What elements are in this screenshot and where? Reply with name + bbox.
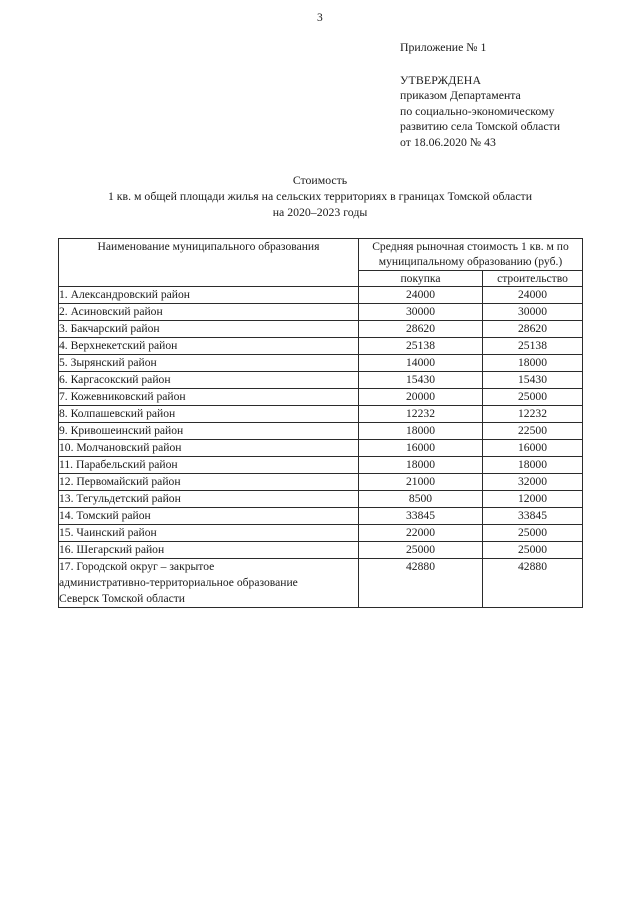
table-row [59,439,583,456]
cell-municipality-name [59,422,359,439]
cell-price-build: 24000 [483,286,583,303]
cell-price-build: 33845 [483,507,583,524]
cell-price-build: 32000 [483,473,583,490]
price-group-line-2: муниципальному образованию (руб.) [378,255,563,269]
table-row [59,354,583,371]
cell-municipality-name [59,558,359,607]
table-row [59,320,583,337]
table-row [59,371,583,388]
cell-price-build: 12000 [483,490,583,507]
municipality-name-line: 3. Бакчарский район [59,321,160,335]
page-number: 3 [317,12,323,24]
municipality-name-line: 13. Тегульдетский район [59,491,181,505]
municipality-name-line: 16. Шегарский район [59,542,165,556]
cell-price-buy: 25000 [359,541,483,558]
approved-word: УТВЕРЖДЕНА [400,72,482,87]
approval-line-1: приказом Департамента [400,88,521,103]
table-row [59,303,583,320]
cell-price-buy: 8500 [359,490,483,507]
cell-municipality-name [59,303,359,320]
cell-price-buy: 24000 [359,286,483,303]
price-group-line-1: Средняя рыночная стоимость 1 кв. м по [372,240,569,253]
table-row [59,541,583,558]
cell-municipality-name [59,371,359,388]
table-row [59,337,583,354]
cell-municipality-name [59,541,359,558]
cell-municipality-name [59,388,359,405]
cell-municipality-name [59,337,359,354]
cell-price-build: 18000 [483,354,583,371]
column-header-buy: покупка [359,270,483,286]
cell-price-buy: 20000 [359,388,483,405]
table-row [59,507,583,524]
table-row [59,473,583,490]
cell-price-buy: 42880 [359,558,483,607]
cell-price-build: 25000 [483,524,583,541]
cell-price-build: 15430 [483,371,583,388]
cell-municipality-name [59,490,359,507]
document-title [20,172,620,221]
municipality-name-line: 7. Кожевниковский район [59,389,186,403]
municipality-name-line: Северск Томской области [59,591,186,605]
cell-price-build: 12232 [483,405,583,422]
cell-price-build: 42880 [483,558,583,607]
municipality-name-line: 8. Колпашевский район [59,406,176,420]
municipality-name-line: 15. Чаинский район [59,525,157,539]
cost-table [58,238,583,608]
municipality-name-line: 6. Каргасокский район [59,372,171,386]
cell-price-buy: 28620 [359,320,483,337]
municipality-name-line: 2. Асиновский район [59,304,163,318]
municipality-name-line: 10. Молчановский район [59,440,182,454]
municipality-name-line: 11. Парабельский район [59,457,178,471]
table-header-row-group [59,239,583,271]
cell-price-buy: 14000 [359,354,483,371]
cell-price-buy: 16000 [359,439,483,456]
cell-municipality-name [59,524,359,541]
cell-municipality-name [59,405,359,422]
cell-price-buy: 25138 [359,337,483,354]
table-row [59,286,583,303]
municipality-name-line: 4. Верхнекетский район [59,338,178,352]
cell-price-buy: 21000 [359,473,483,490]
cell-price-build: 18000 [483,456,583,473]
cell-price-build: 30000 [483,303,583,320]
table-row [59,490,583,507]
cell-municipality-name [59,439,359,456]
title-line-3: на 2020–2023 годы [272,205,368,220]
appendix-label: Приложение № 1 [400,40,487,54]
cell-price-build: 25000 [483,541,583,558]
municipality-name-line: 17. Городской округ – закрытое [59,559,215,573]
cell-price-buy: 18000 [359,456,483,473]
municipality-name-line: 14. Томский район [59,508,151,522]
cell-price-buy: 22000 [359,524,483,541]
table-row [59,558,583,607]
table-row [59,388,583,405]
cell-price-buy: 30000 [359,303,483,320]
approval-line-3: развитию села Томской области [400,119,561,134]
municipality-name-line: 1. Александровский район [59,287,191,301]
cell-price-build: 28620 [483,320,583,337]
cell-municipality-name [59,473,359,490]
cell-price-build: 25138 [483,337,583,354]
cell-municipality-name [59,456,359,473]
approval-block [400,40,620,151]
approval-line-4: от 18.06.2020 № 43 [400,134,496,149]
column-header-name: Наименование муниципального образования [59,239,359,287]
column-header-price-group [359,239,583,271]
table-row [59,456,583,473]
cell-price-build: 22500 [483,422,583,439]
title-line-2: 1 кв. м общей площади жилья на сельских территориях в границах Томской области [107,189,533,204]
table-head [59,239,583,287]
cell-municipality-name [59,354,359,371]
table-row [59,524,583,541]
approval-line-2: по социально-экономическому [400,103,555,118]
table-body [59,286,583,607]
cell-municipality-name [59,320,359,337]
cell-price-build: 25000 [483,388,583,405]
cell-price-build: 16000 [483,439,583,456]
cell-municipality-name [59,507,359,524]
table-row [59,422,583,439]
table-row [59,405,583,422]
title-line-1: Стоимость [292,173,348,187]
cell-municipality-name [59,286,359,303]
municipality-name-line: 9. Кривошеинский район [59,423,184,437]
cell-price-buy: 33845 [359,507,483,524]
municipality-name-line: административно-территориальное образование [59,575,298,589]
municipality-name-line: 5. Зырянский район [59,355,157,369]
cell-price-buy: 15430 [359,371,483,388]
municipality-name-line: 12. Первомайский район [59,474,181,488]
cell-price-buy: 18000 [359,422,483,439]
cell-price-buy: 12232 [359,405,483,422]
cost-table-container [58,238,582,608]
column-header-build: строительство [483,270,583,286]
